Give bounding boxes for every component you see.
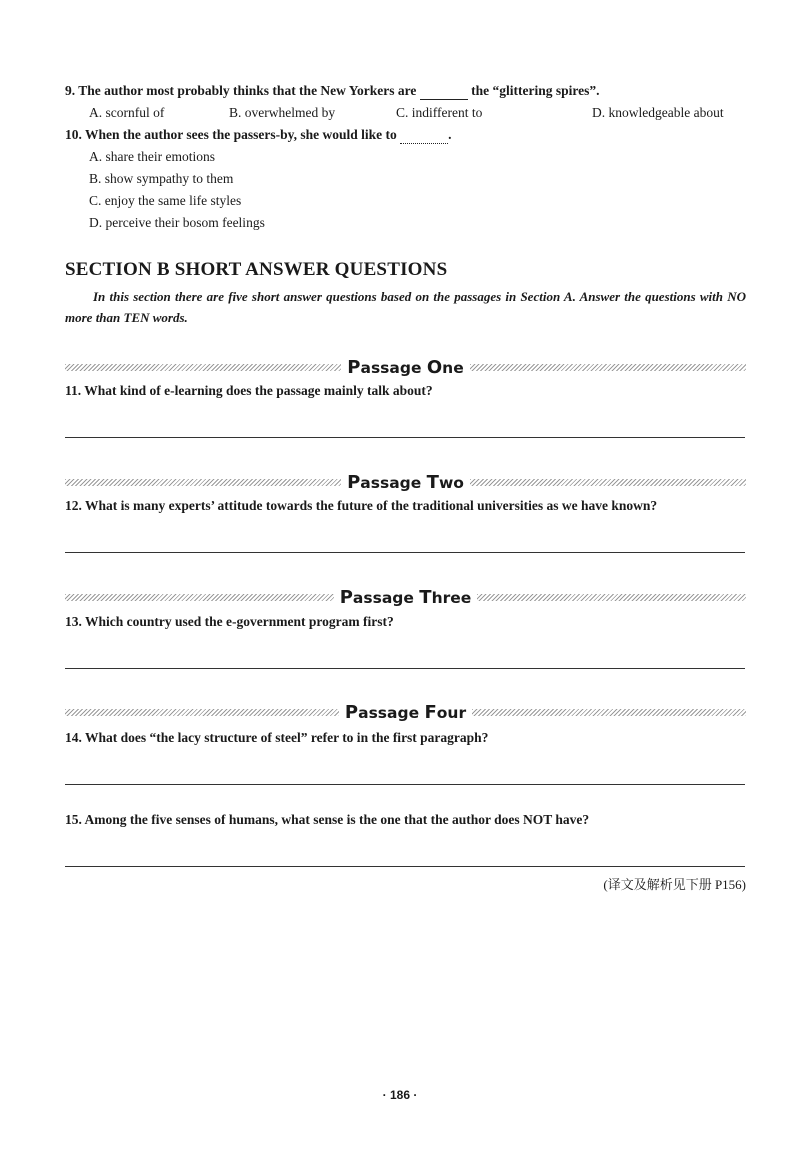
option-10c: C. enjoy the same life styles (89, 193, 242, 208)
passage-three-banner (65, 586, 746, 608)
question-12: 12. What is many experts’ attitude towards the future of the traditional universities as we have known? (65, 498, 658, 513)
option-10a: A. share their emotions (89, 149, 215, 164)
question-11: 11. What kind of e-learning does the passage mainly talk about? (65, 383, 433, 398)
page-number: · 186 · (382, 1088, 418, 1102)
option-10b: B. show sympathy to them (89, 171, 234, 186)
answer-blank (400, 127, 448, 144)
hatch-rule-right (470, 364, 746, 371)
option-9c: C. indifferent to (396, 105, 483, 120)
passage-two-banner (65, 471, 746, 493)
passage-title: Passage Three (339, 586, 472, 608)
hatch-rule-left (65, 594, 334, 601)
hatch-rule-right (470, 479, 746, 486)
option-9d: D. knowledgeable about (592, 105, 724, 120)
option-9a: A. scornful of (89, 105, 165, 120)
answer-blank (420, 83, 468, 100)
option-9b: B. overwhelmed by (229, 105, 336, 120)
hatch-rule-left (65, 364, 341, 371)
answer-line-12[interactable] (65, 552, 745, 553)
passage-four-banner (65, 701, 746, 723)
question-10-stem: 10. When the author sees the passers-by, she would like to . (65, 127, 452, 142)
question-9-stem: 9. The author most probably thinks that the New Yorkers are the “glittering spires”. (65, 83, 600, 98)
answer-line-15[interactable] (65, 866, 745, 867)
passage-one-banner (65, 356, 746, 378)
hatch-rule-right (477, 594, 746, 601)
question-14: 14. What does “the lacy structure of steel” refer to in the first paragraph? (65, 730, 489, 745)
answer-line-14[interactable] (65, 784, 745, 785)
hatch-rule-right (472, 709, 746, 716)
reference-note: (译文及解析见下册 P156) (603, 877, 746, 892)
question-13: 13. Which country used the e-government program first? (65, 614, 394, 629)
hatch-rule-left (65, 709, 339, 716)
question-15: 15. Among the five senses of humans, what sense is the one that the author does NOT have? (65, 812, 590, 827)
answer-line-13[interactable] (65, 668, 745, 669)
answer-line-11[interactable] (65, 437, 745, 438)
option-10d: D. perceive their bosom feelings (89, 215, 265, 230)
passage-title: Passage One (347, 356, 464, 378)
section-b-title: SECTION B SHORT ANSWER QUESTIONS (65, 259, 448, 280)
passage-title: Passage Two (347, 471, 464, 493)
passage-title: Passage Four (344, 701, 467, 723)
section-b-instructions: In this section there are five short answer questions based on the passages in Section A. Answer the questions with NO more than TEN words. (65, 289, 746, 325)
hatch-rule-left (65, 479, 341, 486)
